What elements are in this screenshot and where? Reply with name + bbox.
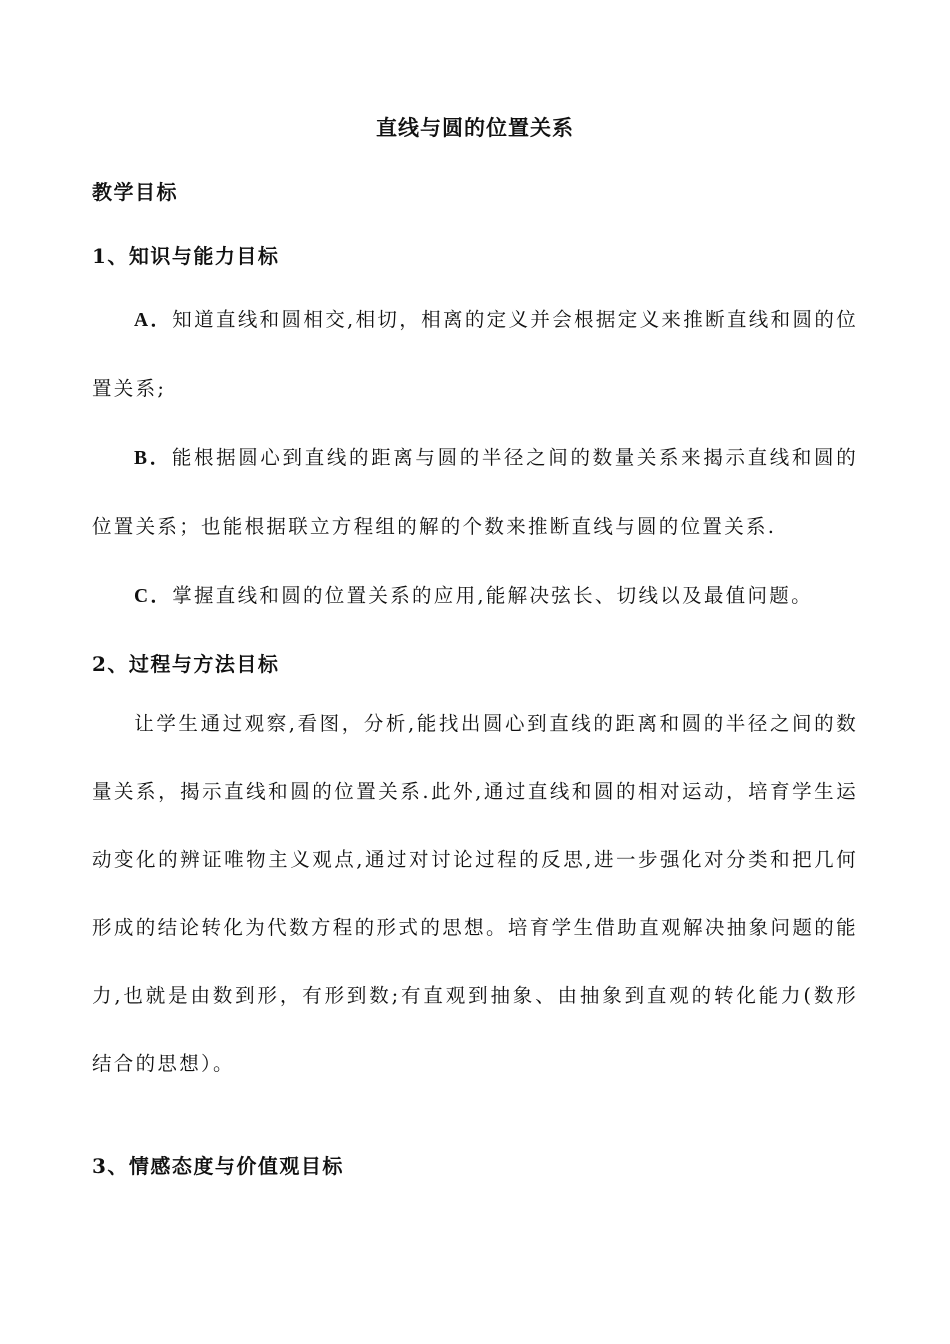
item-label: A．	[134, 310, 173, 331]
document-title: 直线与圆的位置关系	[376, 115, 574, 140]
goal1-heading: 1、知识与能力目标	[92, 244, 280, 268]
goal1-item-a	[92, 286, 858, 423]
goal3-heading: 3、情感态度与价值观目标	[92, 1154, 344, 1178]
goal2-heading: 2、过程与方法目标	[92, 652, 280, 676]
item-text: 知道直线和圆相交,相切，相离的定义并会根据定义来推断直线和圆的位置关系;	[92, 308, 858, 400]
item-label: C．	[134, 586, 173, 607]
goal1-item-b	[92, 424, 858, 561]
item-label: B．	[134, 448, 172, 469]
item-text: 掌握直线和圆的位置关系的应用,能解决弦长、切线以及最值问题。	[172, 584, 813, 607]
section-heading-teaching-goals: 教学目标	[92, 180, 178, 204]
goal2-paragraph	[92, 690, 858, 1098]
goal1-item-c	[92, 562, 858, 631]
item-text: 能根据圆心到直线的距离与圆的半径之间的数量关系来揭示直线和圆的位置关系；也能根据联立方程组的解的个数来推断直线与圆的位置关系.	[92, 446, 858, 538]
paragraph-text: 让学生通过观察,看图，分析,能找出圆心到直线的距离和圆的半径之间的数量关系，揭示直线和圆的位置关系.此外,通过直线和圆的相对运动，培育学生运动变化的辨证唯物主义观点,通过对讨论过程的反思,进一步强化对分类和把几何形成的结论转化为代数方程的形式的思想。培育学生借助直观解决抽象问题的能力,也就是由数到形，有形到数;有直观到抽象、由抽象到直观的转化能力(数形结合的思想）。	[92, 712, 858, 1075]
